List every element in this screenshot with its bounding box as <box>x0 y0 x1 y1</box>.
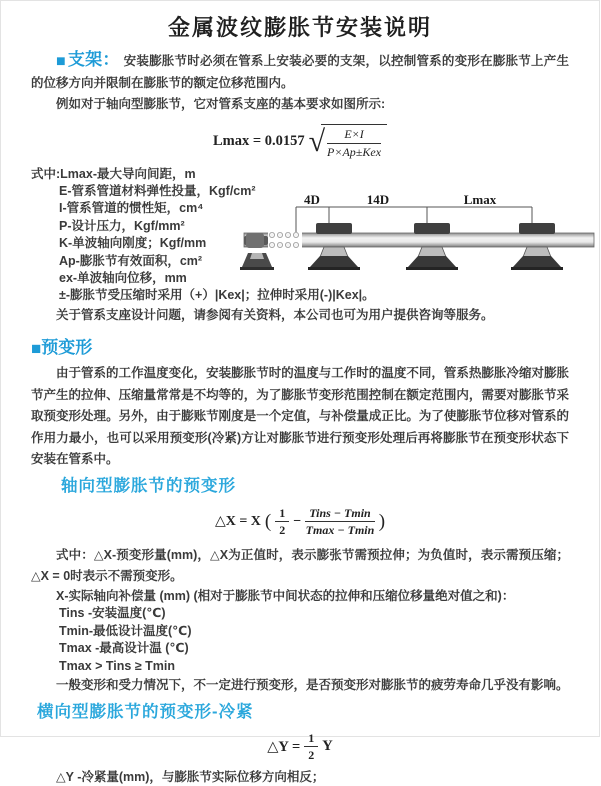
x-definition-line: X-实际轴向补偿量 (mm) (相对于膨胀节中间状态的拉伸和压缩位移量绝对值之和)： <box>56 588 515 603</box>
predeform-section-heading <box>31 336 569 361</box>
axial-predeform-formula <box>31 505 569 539</box>
radical-symbol: √ <box>308 124 326 158</box>
fraction-numerator: 1 <box>275 506 289 522</box>
axial-note-line: 一般变形和受力情况下，不一定进行预变形，是否预变形对膨胀节的疲劳寿命几乎没有影响。 <box>56 678 569 693</box>
lateral-predeform-heading: 横向型膨胀节的预变形-冷紧 <box>37 702 254 721</box>
support-example-line: 例如对于轴向型膨胀节，它对管系支座的基本要求如图所示: <box>56 97 386 111</box>
fraction-denominator: P×Ap±Kex <box>327 144 382 159</box>
guide-spacing-formula <box>31 122 569 162</box>
support-intro-text: 安装膨胀节时必须在管系上安装必要的支架，以控制管系的变形在膨胀节上产生的位移方向并限制在膨胀节的额定位移范围内。 <box>31 54 569 90</box>
fraction-denominator: 2 <box>308 748 315 763</box>
minus-sign: − <box>293 513 302 529</box>
fraction-denominator: 2 <box>279 523 286 538</box>
definition-item: ex-单波轴向位移，mm <box>59 270 187 285</box>
temp-definition-line: Tmax -最高设计温 (℃) <box>59 641 189 656</box>
dim-label-4d: 4D <box>304 192 320 207</box>
section-square-icon: ■ <box>31 339 42 359</box>
axial-predeform-heading: 轴向型膨胀节的预变形 <box>61 476 236 495</box>
support-intro-paragraph <box>31 49 569 94</box>
formula-lhs: △X = X <box>214 514 261 530</box>
formula-lhs: Lmax = 0.0157 <box>212 133 305 149</box>
radicand <box>321 124 387 159</box>
fraction-denominator: Tmax − Tmin <box>305 523 375 538</box>
lateral-predeform-formula <box>31 731 569 763</box>
formula-lhs: △Y = <box>267 738 301 755</box>
dim-label-lmax: Lmax <box>463 192 497 207</box>
axial-where-paragraph: 式中：△X-预变形量(mm)，△X为正值时，表示膨张节需预拉伸；为负值时，表示需预压缩；△X = 0时表示不需预变形。 <box>31 547 569 584</box>
definition-item: ±-膨胀节受压缩时采用（+）|Kex|；拉伸时采用(-)|Kex|。 <box>59 288 375 303</box>
formula-fraction <box>327 127 381 159</box>
dim-label-14d: 14D <box>366 192 390 207</box>
fraction-numerator: 1 <box>304 731 318 747</box>
temp-definition-line: Tmin-最低设计温度(℃) <box>59 623 192 638</box>
sqrt-radical <box>309 124 387 159</box>
open-paren: ( <box>264 510 272 532</box>
fraction-numerator: E×I <box>327 127 381 143</box>
support-section-label: 支架： <box>67 50 120 69</box>
half-fraction <box>275 506 289 538</box>
page-title: 金属波纹膨胀节安装说明 <box>167 15 432 40</box>
predeform-body-paragraph: 由于管系的工作温度变化，安装膨胀节时的温度与工作时的温度不同，管系热膨胀冷缩对膨胀节产生的拉伸、压缩量常常是不均等的，为了膨胀节变形范围控制在额定范围内，需要对膨胀节采取预变形处理。另外，由于膨账节刚度是一个定值，与补偿量成正比。为了使膨胀节位移对管系的作用力最小，也可以采用预变形(冷紧)方让对膨胀节进行预变形处理后再将膨胀节在预变形状态下安装在管系中。 <box>31 366 569 467</box>
half-fraction <box>304 731 318 763</box>
definition-item: E-管系管道材料弹性投量，Kgf/cm² <box>59 183 256 198</box>
document-content <box>1 49 599 786</box>
definition-item: I-管系管道的惯性矩，cm⁴ <box>59 201 204 216</box>
close-paren: ) <box>378 510 386 532</box>
fraction-numerator: Tins − Tmin <box>305 506 375 522</box>
temp-definition-line: Tins -安装温度(℃) <box>59 606 166 621</box>
bellows <box>268 232 302 248</box>
pipe-support-diagram <box>244 193 601 289</box>
pipe-support-diagram-svg <box>244 193 601 289</box>
definition-item: 式中:Lmax-最大导向间距，m <box>31 166 196 181</box>
definition-item: K-单波轴向刚度；Kgf/mm <box>59 236 207 251</box>
support-note-line: 关于管系支座设计问题，请参阅有关资料，本公司也可为用户提供咨询等服务。 <box>56 307 494 322</box>
predeform-heading-text: 预变形 <box>41 338 93 358</box>
lateral-definition-line: △Y -冷紧量(mm)，与膨胀节实际位移方向相反； <box>56 769 325 784</box>
definition-item: Ap-膨胀节有效面积，cm² <box>59 253 203 268</box>
formula-rhs: Y <box>322 738 333 755</box>
definition-item: P-设计压力，Kgf/mm² <box>59 218 185 233</box>
section-square-icon: ■ <box>56 53 66 70</box>
temperature-fraction <box>305 506 375 538</box>
temp-inequality-line: Tmax > Tins ≥ Tmin <box>59 658 176 673</box>
